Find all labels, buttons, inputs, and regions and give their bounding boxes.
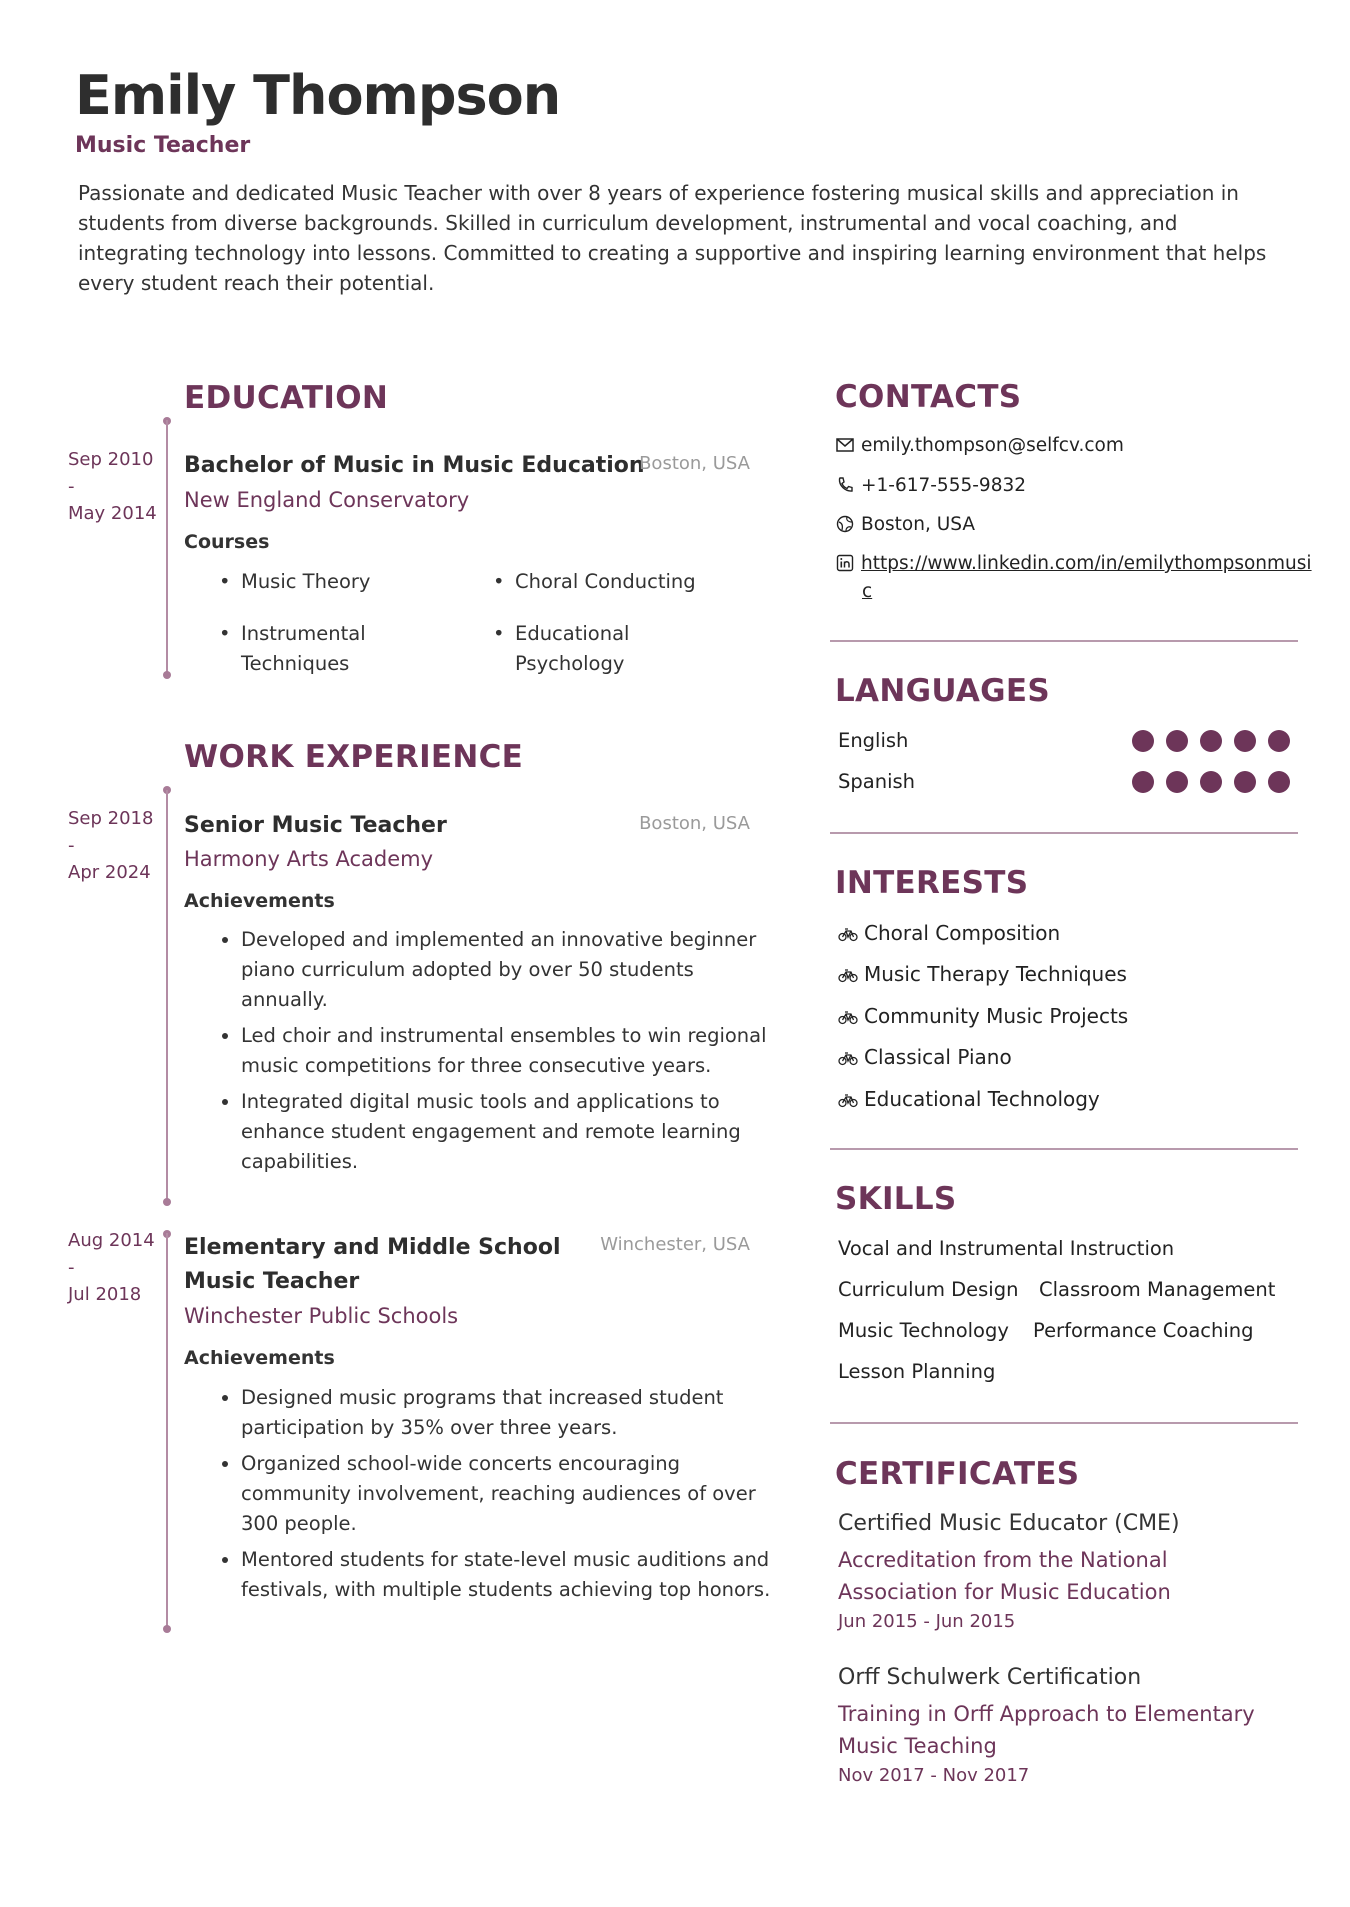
interest-item — [838, 1087, 1100, 1111]
skill-item: Music Technology — [838, 1319, 1009, 1342]
email-text[interactable]: emily.thompson@selfcv.com — [861, 435, 1124, 456]
school-name: New England Conservatory — [184, 488, 470, 512]
skill-item: Classroom Management — [1039, 1278, 1276, 1301]
timeline-line — [166, 420, 168, 675]
date-separator: - — [68, 1257, 75, 1278]
job-location: Winchester, USA — [600, 1234, 750, 1255]
course-item: • Music Theory — [241, 567, 370, 597]
timeline-line — [166, 790, 168, 1202]
globe-icon — [835, 514, 855, 534]
job-title: Elementary and Middle School Music Teacher — [184, 1235, 561, 1294]
level-dot — [1268, 730, 1290, 752]
education-location: Boston, USA — [639, 453, 750, 474]
list-item: • Organized school-wide concerts encouraging community involvement, reaching audiences of over 300 people. — [241, 1449, 781, 1539]
contacts-heading: CONTACTS — [835, 379, 1022, 415]
email-icon — [835, 435, 855, 455]
achievements-list — [216, 925, 781, 1183]
resume-header — [75, 65, 1275, 298]
interest-item — [838, 1004, 1128, 1028]
interests-heading: INTERESTS — [835, 865, 1029, 901]
level-dot — [1200, 730, 1222, 752]
bicycle-icon — [838, 926, 858, 942]
languages-heading: LANGUAGES — [835, 673, 1050, 709]
list-item: • Integrated digital music tools and applications to enhance student engagement and remote learning capabilities. — [241, 1087, 781, 1177]
section-divider — [830, 640, 1298, 642]
contact-location — [835, 511, 975, 539]
phone-icon — [835, 475, 855, 495]
profile-summary: Passionate and dedicated Music Teacher with over 8 years of experience fostering musical skills and appreciation in students from diverse backgrounds. Skilled in curriculum development, instrumental and vocal coaching, and integrating technology into lessons. Committed to creating a supportive and inspiring learning environment that helps every student reach their potential. — [78, 181, 1267, 296]
achievements-label: Achievements — [184, 1347, 335, 1369]
company-name: Winchester Public Schools — [184, 1304, 459, 1328]
location-text: Boston, USA — [861, 514, 975, 535]
date-end: Jul 2018 — [68, 1284, 142, 1305]
linkedin-link-continued[interactable]: c — [862, 581, 873, 602]
company-name: Harmony Arts Academy — [184, 847, 434, 871]
interest-label: Classical Piano — [864, 1045, 1012, 1069]
education-heading: EDUCATION — [184, 380, 389, 416]
level-dot — [1234, 730, 1256, 752]
timeline-dot — [163, 1198, 171, 1206]
certificate-name: Orff Schulwerk Certification — [838, 1665, 1142, 1690]
bicycle-icon — [838, 1050, 858, 1066]
timeline-dot — [163, 671, 171, 679]
interest-item — [838, 962, 1127, 986]
date-start: Aug 2014 — [68, 1230, 155, 1251]
date-end: May 2014 — [68, 503, 157, 524]
interest-label: Community Music Projects — [864, 1004, 1129, 1028]
work-experience-heading: WORK EXPERIENCE — [184, 739, 524, 775]
bicycle-icon — [838, 967, 858, 983]
contact-email — [835, 432, 1124, 460]
phone-text[interactable]: +1-617-555-9832 — [861, 475, 1027, 496]
candidate-name: Emily Thompson — [75, 64, 561, 127]
certificates-heading: CERTIFICATES — [835, 1456, 1080, 1492]
certificate-name: Certified Music Educator (CME) — [838, 1511, 1180, 1536]
skill-item: Vocal and Instrumental Instruction — [838, 1237, 1175, 1260]
date-start: Sep 2010 — [68, 449, 154, 470]
bicycle-icon — [838, 1009, 858, 1025]
certificate-issuer: Accreditation from the National Association for Music Education — [838, 1548, 1171, 1604]
contact-phone — [835, 472, 1026, 500]
achievements-label: Achievements — [184, 890, 335, 912]
education-date — [68, 446, 157, 527]
level-dot — [1200, 771, 1222, 793]
achievements-list — [216, 1383, 781, 1611]
degree-title: Bachelor of Music in Music Education — [184, 453, 645, 478]
date-separator: - — [68, 835, 75, 856]
level-dot — [1166, 771, 1188, 793]
bicycle-icon — [838, 1092, 858, 1108]
language-level-english — [1132, 730, 1302, 756]
list-item: • Designed music programs that increased student participation by 35% over three years. — [241, 1383, 781, 1443]
list-item: • Led choir and instrumental ensembles to win regional music competitions for three consecutive years. — [241, 1021, 781, 1081]
level-dot — [1268, 771, 1290, 793]
course-item: • Choral Conducting — [515, 567, 696, 597]
course-item: • Educational Psychology — [515, 619, 665, 679]
courses-label: Courses — [184, 531, 270, 553]
timeline-line — [166, 1233, 168, 1629]
job-date — [68, 805, 153, 886]
section-divider — [830, 1422, 1298, 1424]
certificate-date: Nov 2017 - Nov 2017 — [838, 1765, 1030, 1786]
level-dot — [1234, 771, 1256, 793]
date-separator: - — [68, 476, 75, 497]
timeline-dot — [163, 1625, 171, 1633]
certificate-issuer: Training in Orff Approach to Elementary Music Teaching — [838, 1702, 1255, 1758]
skill-item: Curriculum Design — [838, 1278, 1019, 1301]
skills-heading: SKILLS — [835, 1181, 957, 1217]
level-dot — [1132, 771, 1154, 793]
list-item: • Mentored students for state-level music auditions and festivals, with multiple students achieving top honors. — [241, 1545, 781, 1605]
linkedin-link[interactable]: https://www.linkedin.com/in/emilythompsonmusi — [861, 553, 1312, 574]
job-date — [68, 1227, 155, 1308]
level-dot — [1166, 730, 1188, 752]
section-divider — [830, 1148, 1298, 1150]
language-name: Spanish — [838, 770, 916, 793]
skill-item: Lesson Planning — [838, 1360, 996, 1383]
section-divider — [830, 832, 1298, 834]
contact-linkedin — [835, 550, 1325, 606]
certificate-date: Jun 2015 - Jun 2015 — [838, 1611, 1016, 1632]
course-item: • Instrumental Techniques — [241, 619, 391, 679]
linkedin-icon — [835, 553, 855, 573]
interest-label: Educational Technology — [864, 1087, 1100, 1111]
level-dot — [1132, 730, 1154, 752]
interest-item — [838, 1045, 1012, 1069]
language-name: English — [838, 729, 909, 752]
interest-label: Choral Composition — [864, 921, 1061, 945]
candidate-role: Music Teacher — [75, 133, 251, 159]
date-end: Apr 2024 — [68, 862, 151, 883]
interest-item — [838, 921, 1060, 945]
interest-label: Music Therapy Techniques — [864, 962, 1127, 986]
skill-item: Performance Coaching — [1033, 1319, 1254, 1342]
job-title: Senior Music Teacher — [184, 813, 447, 838]
language-level-spanish — [1132, 771, 1302, 797]
date-start: Sep 2018 — [68, 808, 154, 829]
list-item: • Developed and implemented an innovative beginner piano curriculum adopted by over 50 students annually. — [241, 925, 781, 1015]
job-location: Boston, USA — [639, 813, 750, 834]
